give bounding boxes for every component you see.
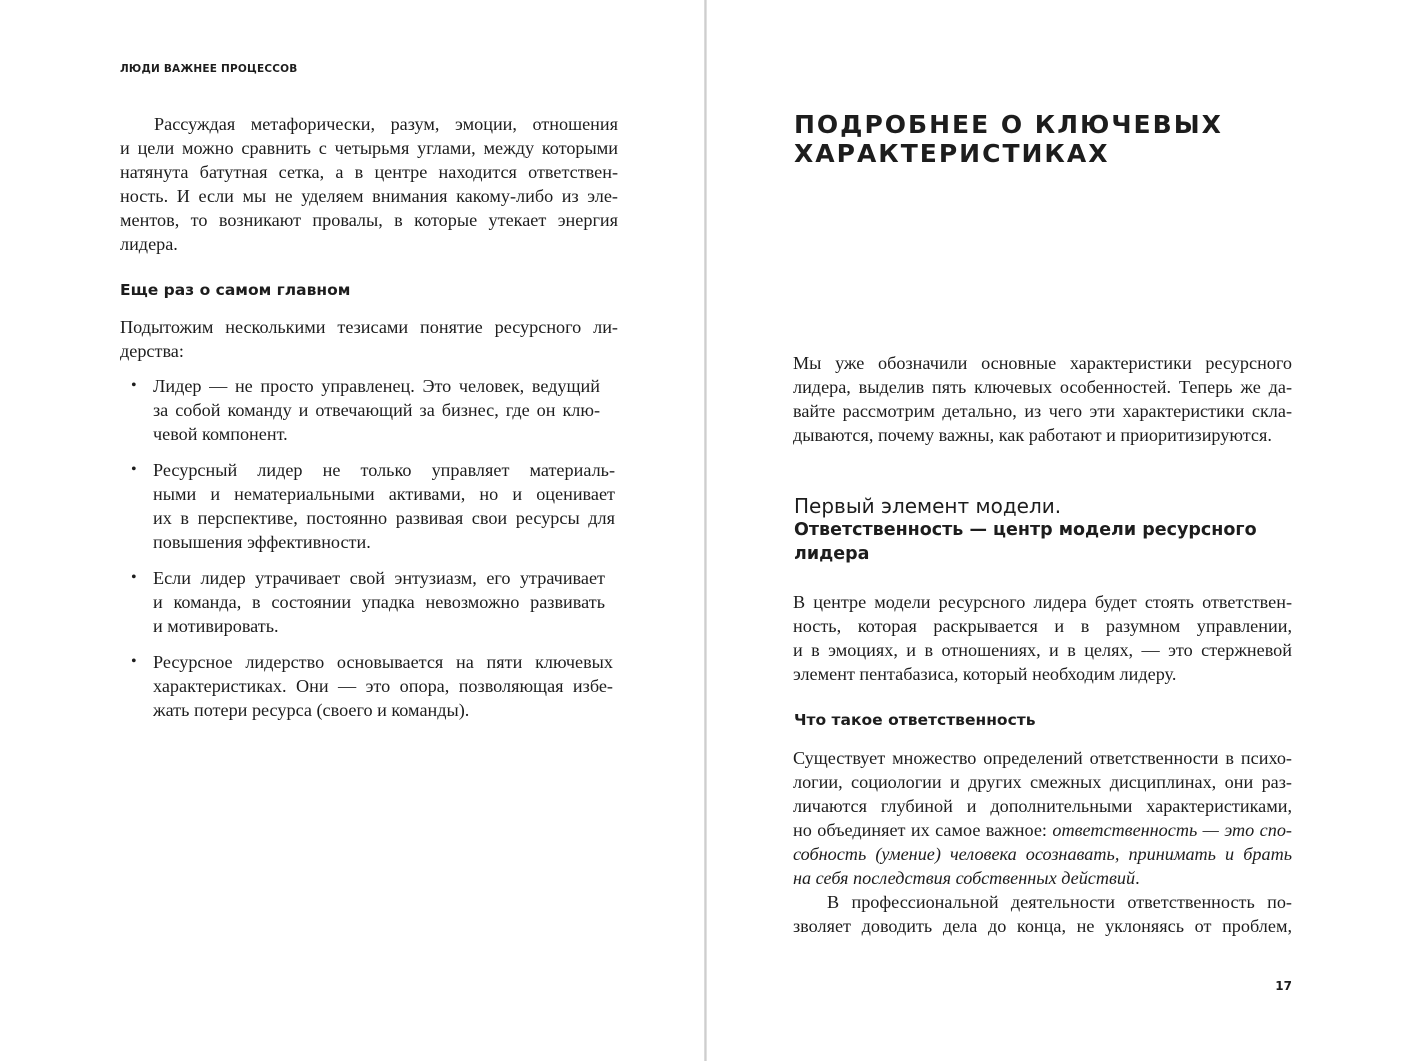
text-line: элемент пентабазиса, который необходим лидеру. (793, 664, 1177, 684)
text-line: вайте рассмотрим детально, из чего эти характеристики скла- (793, 401, 1292, 421)
text-line: Подытожим несколькими тезисами понятие ресурсного ли- (120, 317, 618, 337)
definition-italic: на себя последствия собственных действий (793, 868, 1136, 888)
text-line: и в эмоциях, и в отношениях, и в целях, — это стержневой (793, 640, 1292, 660)
section-subheading-line: лидера (794, 544, 870, 564)
text-line: ность, которая раскрывается и в разумном управлении, (793, 616, 1292, 636)
text-span: но объединяет их самое важное: (793, 820, 1053, 840)
bullet-list (131, 374, 615, 722)
paragraph (120, 112, 618, 256)
section-heading (794, 494, 1257, 566)
definition-italic: ответственность — это спо- (1052, 820, 1292, 840)
text-line: личаются глубиной и дополнительными характеристиками, (793, 796, 1292, 816)
text-line: ность. И если мы не уделяем внимания какому-либо из эле- (120, 186, 618, 206)
paragraph (793, 590, 1292, 686)
text-line: лидера. (120, 234, 178, 254)
text-line: Существует множество определений ответственности в психо- (793, 748, 1292, 768)
text-line: В центре модели ресурсного лидера будет стоять ответствен- (793, 592, 1292, 612)
text-line: характеристиках. Они — это опора, позволяющая избе- (153, 676, 613, 696)
bullet-item (131, 374, 600, 446)
text-line: ными и нематериальными активами, но и оценивает (153, 484, 615, 504)
paragraph (793, 890, 1292, 938)
text-line: чевой компонент. (153, 424, 288, 444)
text-line (793, 866, 1292, 890)
text-line: Лидер — не просто управленец. Это человек, ведущий (153, 376, 600, 396)
section-subheading-line: Ответственность — центр модели ресурсного (794, 520, 1257, 540)
page-number: 17 (1275, 979, 1292, 993)
text-line (793, 818, 1292, 842)
definition-paragraph (793, 746, 1292, 890)
bullet-text (153, 458, 615, 554)
bullet-item (131, 650, 613, 722)
paragraph (120, 315, 618, 363)
text-line: и мотивировать. (153, 616, 279, 636)
text-line: лидера, выделив пять ключевых особенностей. Теперь же да- (793, 377, 1292, 397)
text-line: Ресурсное лидерство основывается на пяти ключевых (153, 652, 613, 672)
chapter-title-line: ПОДРОБНЕЕ О КЛЮЧЕВЫХ (794, 110, 1223, 139)
running-head: ЛЮДИ ВАЖНЕЕ ПРОЦЕССОВ (120, 63, 298, 75)
bullet-text (153, 374, 600, 446)
bullet-item (131, 458, 615, 554)
bullet-text (153, 566, 605, 638)
text-line: Если лидер утрачивает свой энтузиазм, его утрачивает (153, 568, 605, 588)
text-line: дываются, почему важны, как работают и приоритизируются. (793, 425, 1272, 445)
text-line: дерства: (120, 341, 184, 361)
subheading: Что такое ответственность (794, 711, 1036, 729)
bullet-marker: • (131, 653, 137, 670)
text-line: В профессиональной деятельности ответственность по- (827, 892, 1292, 912)
chapter-title (794, 110, 1223, 168)
text-line: Рассуждая метафорически, разум, эмоции, отношения (154, 114, 618, 134)
chapter-title-line: ХАРАКТЕРИСТИКАХ (794, 139, 1110, 168)
section-heading: Еще раз о самом главном (120, 281, 351, 299)
text-line: Ресурсный лидер не только управляет материаль- (153, 460, 615, 480)
bullet-marker: • (131, 377, 137, 394)
definition-italic: собность (умение) человека осознавать, принимать и брать (793, 844, 1292, 864)
bullet-text (153, 650, 613, 722)
text-line: ментов, то возникают провалы, в которые утекает энергия (120, 210, 618, 230)
text-line: за собой команду и отвечающий за бизнес, где он клю- (153, 400, 600, 420)
bullet-item (131, 566, 605, 638)
text-line: повышения эффективности. (153, 532, 371, 552)
text-line: жать потери ресурса (своего и команды). (153, 700, 470, 720)
text-span: . (1135, 868, 1140, 888)
text-line: натянута батутная сетка, а в центре находится ответствен- (120, 162, 618, 182)
bullet-marker: • (131, 461, 137, 478)
text-line: зволяет доводить дела до конца, не уклоняясь от проблем, (793, 916, 1292, 936)
text-line: и цели можно сравнить с четырьмя углами, между которыми (120, 138, 618, 158)
text-line: Мы уже обозначили основные характеристики ресурсного (793, 353, 1292, 373)
intro-paragraph (793, 351, 1292, 447)
bullet-marker: • (131, 569, 137, 586)
text-line (793, 842, 1292, 866)
text-line: их в перспективе, постоянно развивая свои ресурсы для (153, 508, 615, 528)
text-line: логии, социологии и других смежных дисциплинах, они раз- (793, 772, 1292, 792)
text-line: и команда, в состоянии упадка невозможно развивать (153, 592, 605, 612)
section-heading-line: Первый элемент модели. (794, 494, 1062, 518)
